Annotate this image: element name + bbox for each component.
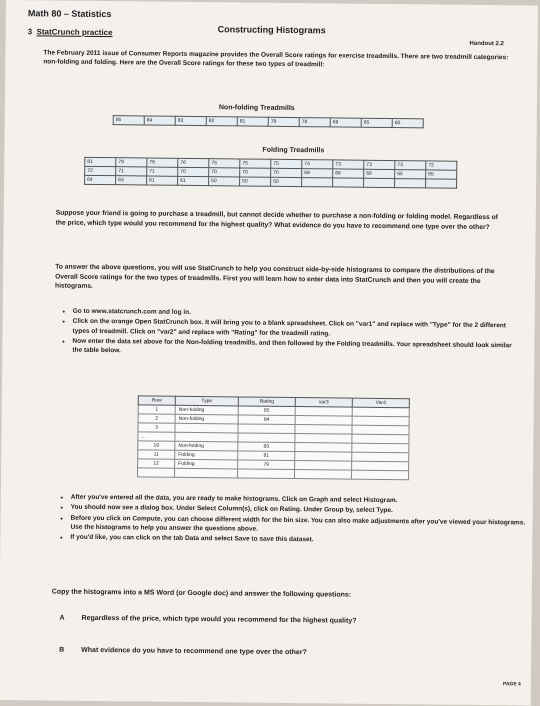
table-cell: [333, 178, 364, 187]
table-cell: 50: [209, 177, 240, 186]
table-cell: [395, 179, 426, 188]
page-number: PAGE 4: [502, 681, 521, 688]
question-letter: A: [59, 614, 65, 622]
copy-instruction: Copy the histograms into a MS Word (or Google doc) and answer the following questions:: [51, 588, 352, 599]
table-cell: Non-folding: [175, 405, 238, 415]
ellipsis-cell: ...: [138, 432, 175, 441]
table-cell: 73: [364, 160, 395, 169]
question-text: Regardless of the price, which type would you recommend for the highest quality?: [81, 614, 357, 625]
folding-caption: Folding Treadmills: [262, 146, 325, 155]
section-title: StatCrunch practice: [36, 27, 113, 38]
table-row: [138, 468, 409, 480]
list-item: • You should now see a dialog box. Under Select Column(s), click on Rating. Under Group by, select Type.: [71, 503, 529, 517]
table-cell: 60: [238, 442, 295, 452]
table-cell: 70: [240, 168, 271, 177]
table-cell: 1: [138, 405, 175, 414]
table-cell: 70: [209, 168, 240, 177]
table-cell: 70: [178, 167, 209, 176]
table-cell: 74: [302, 160, 333, 169]
table-cell: [302, 178, 333, 187]
list-item: • Before you click on Compute, you can choose different width for the bin size. You can also make adjustments after you've viewed your histograms. Use the histograms to help you answer the questions above.: [70, 513, 528, 536]
table-cell: 72: [426, 161, 457, 170]
table-cell: 50: [271, 177, 302, 186]
column-header: Rating: [238, 397, 295, 407]
table-cell: 60: [392, 119, 423, 128]
non-folding-table: [113, 115, 424, 128]
table-cell: 61: [178, 176, 209, 185]
table-cell: 75: [271, 159, 302, 168]
steps-list-2: [52, 493, 529, 548]
instructions-paragraph: To answer the above questions, you will use StatCrunch to help you construct side-by-side histograms to compare the distributions of the Overall Score ratings for the two types of treadmills. First you will learn how to enter data into StatCrunch and then you will create the histograms.: [54, 263, 495, 290]
table-cell: 50: [240, 177, 271, 186]
intro-paragraph: The February 2011 issue of Consumer Reports magazine provides the Overall Score ratings for exercise treadmills. There are two treadmill categories: non-folding and folding. Here are the Overall Score ratings for these two types of treadmill:: [43, 49, 509, 69]
table-cell: 61: [147, 176, 178, 185]
steps-list: [54, 307, 512, 361]
table-cell: 70: [271, 168, 302, 177]
section-heading: [28, 27, 113, 37]
table-cell: Non-folding: [175, 414, 238, 424]
table-cell: 79: [116, 158, 147, 167]
column-header: Type: [175, 396, 238, 406]
table-cell: 84: [144, 116, 175, 125]
column-header: Row: [138, 396, 175, 405]
table-cell: 76: [147, 158, 178, 167]
question-text: What evidence do you have to recommend one type over the other?: [81, 646, 307, 657]
page-title: Constructing Histograms: [217, 24, 326, 36]
table-cell: 78: [299, 118, 330, 127]
table-cell: [364, 178, 395, 187]
table-cell: 66: [364, 169, 395, 178]
table-cell: 73: [333, 160, 364, 169]
handout-label: Handout 2.2: [469, 40, 504, 48]
list-item: • Click on the orange Open StatCrunch box. It will bring you to a blank spreadsheet. Click on "var1" and replace with "Type" for the 2 different types of treadmill. Click on "var2" and replace with "Rating" for the treadmill rating.: [72, 317, 512, 340]
table-cell: Folding: [175, 459, 238, 469]
table-cell: 73: [395, 161, 426, 170]
table-cell: Folding: [175, 450, 238, 460]
non-folding-caption: Non-folding Treadmills: [218, 104, 295, 113]
column-header: Var4: [352, 398, 409, 408]
table-cell: 85: [113, 116, 144, 125]
table-cell: 82: [206, 117, 237, 126]
table-cell: 79: [238, 460, 295, 470]
table-cell: 83: [175, 116, 206, 125]
table-cell: 69: [330, 118, 361, 127]
list-item: • If you'd like, you can click on the tab Data and select Save to save this dataset.: [70, 533, 528, 547]
table-cell: [238, 469, 295, 479]
table-cell: 65: [361, 118, 392, 127]
table-cell: [295, 470, 352, 480]
question-a: [59, 614, 357, 625]
table-cell: 11: [138, 450, 175, 459]
table-cell: 69: [302, 169, 333, 178]
table-cell: 64: [85, 175, 116, 184]
table-cell: 81: [238, 451, 295, 461]
table-cell: 65: [426, 170, 457, 179]
list-item: • Go to www.statcrunch.com and log in.: [73, 307, 513, 321]
question-letter: B: [59, 646, 65, 654]
table-cell: 71: [116, 167, 147, 176]
list-item: • Now enter the data set above for the Non-folding treadmills, and then followed by the Folding treadmills. Your spreadsheet should look similar the table below.: [72, 337, 512, 360]
table-cell: 66: [333, 169, 364, 178]
question-b: [59, 646, 307, 657]
table-cell: 65: [395, 170, 426, 179]
table-cell: 76: [178, 158, 209, 167]
table-cell: 71: [147, 167, 178, 176]
table-cell: 85: [238, 406, 295, 416]
list-item: • After you've entered all the data, you are ready to make histograms. Click on Graph and select Histogram.: [71, 493, 529, 507]
table-cell: 81: [85, 157, 116, 166]
table-cell: 3: [138, 423, 175, 432]
table-cell: 75: [240, 159, 271, 168]
table-cell: [426, 179, 457, 188]
course-title: Math 80 – Statistics: [27, 8, 112, 20]
table-row: [113, 116, 423, 128]
table-cell: 78: [268, 117, 299, 126]
column-header: var3: [295, 398, 352, 408]
table-cell: 2: [138, 414, 175, 423]
table-cell: Non-folding: [175, 441, 238, 451]
table-cell: 81: [237, 117, 268, 126]
table-cell: 10: [138, 441, 175, 450]
section-number: 3: [27, 27, 33, 37]
spreadsheet-example: [137, 395, 410, 480]
table-cell: 75: [209, 159, 240, 168]
table-cell: 12: [138, 459, 175, 468]
table-cell: 72: [85, 166, 116, 175]
table-cell: 63: [116, 176, 147, 185]
folding-table: [84, 157, 457, 189]
table-cell: 84: [238, 415, 295, 425]
question-paragraph: Suppose your friend is going to purchase a treadmill, but cannot decide whether to purchase a non-folding or folding model. Regardless of the price, which type would you recommend for the highest quality? What evidence do you have to recommend one type over the other?: [55, 209, 498, 231]
table-cell: [175, 468, 238, 478]
table-cell: [352, 470, 409, 480]
table-cell: [138, 468, 175, 477]
